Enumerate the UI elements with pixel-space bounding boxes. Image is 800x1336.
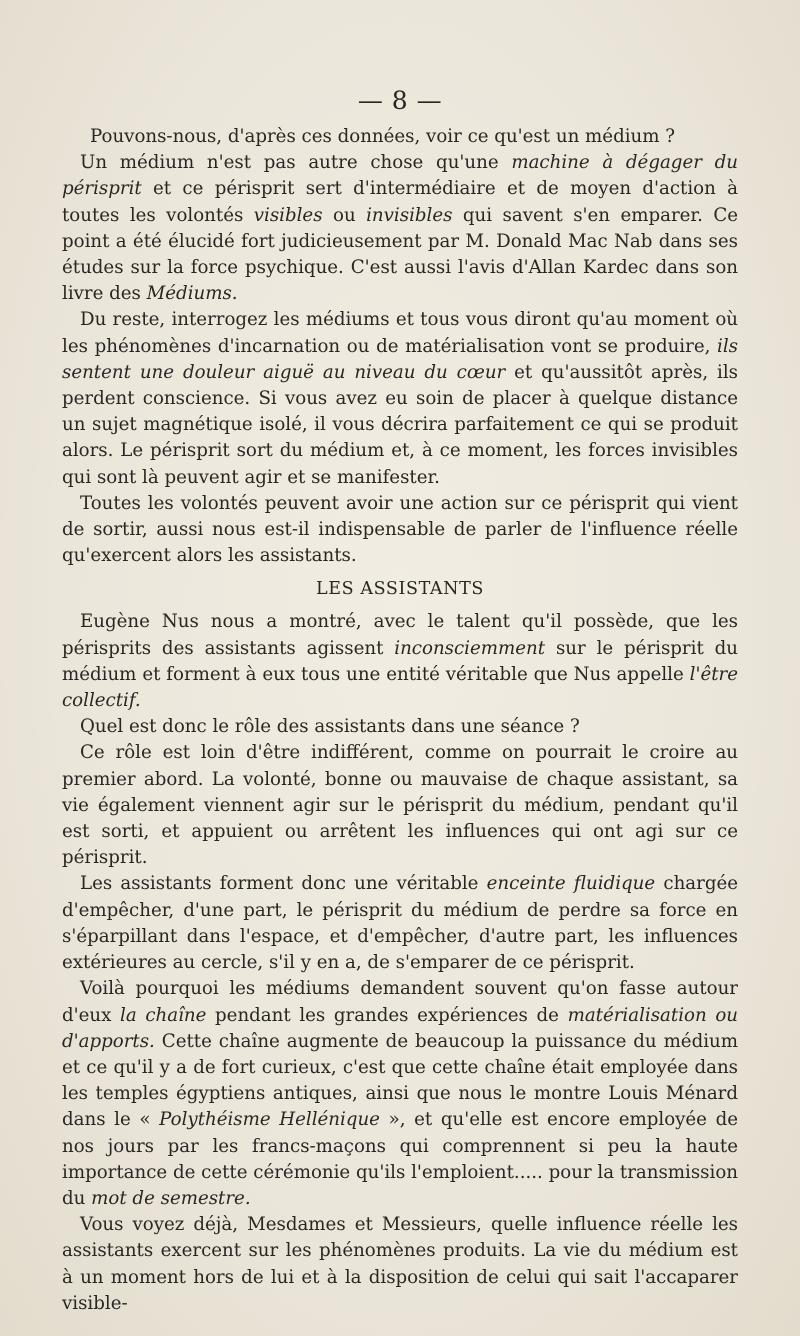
text-run: pendant les grandes expériences de: [206, 1004, 568, 1026]
italic-text: inconsciemment: [394, 637, 546, 659]
text-run: Un médium n'est pas autre chose qu'une: [80, 152, 512, 174]
italic-text: machine à dégager du périsprit: [62, 152, 738, 200]
text-run: Pouvons-nous, d'après ces données, voir ce qu'est un médium ?: [90, 126, 676, 147]
italic-text: ils sentent une douleur aiguë au niveau du cœur: [62, 335, 738, 383]
paragraphs-before-heading: [62, 124, 738, 569]
paragraph: [62, 307, 738, 490]
paragraph: [62, 609, 738, 714]
text-run: Du reste, interrogez les médiums et tous vous diront qu'au moment où les phénomènes d'incarnation ou de matérialisation vont se produire,: [62, 309, 738, 357]
paragraph: [62, 1212, 738, 1317]
paragraph: [62, 124, 738, 150]
paragraph: [62, 491, 738, 570]
paragraph: [62, 976, 738, 1212]
text-run: et qu'aussitôt après, ils perdent conscience. Si vous avez eu soin de placer à quelque distance un sujet magnétique isolé, il vous décrira parfaitement ce qui se produit alors. Le périsprit sort du médium et, à ce moment, les forces invisibles qui sont là peuvent agir et se manifester.: [62, 361, 738, 488]
text-run: chargée d'empêcher, d'une part, le périsprit du médium de perdre sa force en s'éparpillant dans l'espace, et d'empêcher, d'autre part, les influences extérieures au cercle, s'il y en a, de s'emparer de ce périsprit.: [62, 873, 738, 974]
paragraph: [62, 150, 738, 307]
italic-text: mot de semestre.: [91, 1187, 251, 1209]
paragraphs-after-heading: [62, 609, 738, 1316]
paragraph: [62, 714, 738, 740]
text-run: Toutes les volontés peuvent avoir une action sur ce périsprit qui vient de sortir, aussi nous est-il indispensable de parler de l'influence réelle qu'exercent alors les assistants.: [62, 492, 738, 567]
italic-text: matérialisation ou d'apports.: [62, 1004, 739, 1052]
text-run: qui savent s'en emparer. Ce point a été élucidé fort judicieusement par M. Donald Mac Nab dans ses études sur la force psychique. C'est aussi l'avis d'Allan Kardec dans son livre des: [62, 204, 738, 305]
text-run: Quel est donc le rôle des assistants dans une séance ?: [80, 716, 580, 738]
italic-text: invisibles: [366, 204, 453, 226]
paragraph: [62, 871, 738, 976]
italic-text: enceinte fluidique: [486, 873, 656, 895]
italic-text: visibles: [253, 204, 323, 226]
text-run: Eugène Nus nous a montré, avec le talent qu'il possède, que les périsprits des assistants agissent: [62, 611, 738, 659]
text-run: Les assistants forment donc une véritable: [80, 873, 487, 895]
text-run: sur le périsprit du médium et forment à eux tous une entité véritable que Nus appelle: [62, 637, 738, 685]
text-run: et ce périsprit sert d'intermédiaire et de moyen d'action à toutes les volontés: [62, 178, 738, 226]
paragraph: [62, 740, 738, 871]
italic-text: Médiums.: [146, 283, 238, 305]
text-run: ou: [322, 204, 367, 226]
body-text: [62, 124, 738, 1317]
text-run: Voilà pourquoi les médiums demandent souvent qu'on fasse autour d'eux: [62, 978, 738, 1026]
text-run: Vous voyez déjà, Mesdames et Messieurs, quelle influence réelle les assistants exercent sur les phénomènes produits. La vie du médium est à un moment hors de lui et à la disposition de celui qui sait l'accaparer visible-: [62, 1214, 738, 1314]
section-heading: LES ASSISTANTS: [316, 579, 484, 600]
italic-text: la chaîne: [120, 1004, 207, 1026]
italic-text: l'être collectif.: [62, 663, 738, 712]
italic-text: Polythéisme Hellénique: [159, 1109, 380, 1131]
page-number: — 8 —: [357, 86, 443, 115]
text-run: », et qu'elle est encore employée de nos jours par les francs-maçons qui comprennent si peu la haute importance de cette cérémonie qu'ils l'emploient..... pour la transmission du: [62, 1109, 738, 1209]
text-run: Cette chaîne augmente de beaucoup la puissance du médium et ce qu'il y a de fort curieux, c'est que cette chaîne était employée dans les temples égyptiens antiques, ainsi que nous le montre Louis Ménard dans le «: [62, 1030, 738, 1131]
text-run: Ce rôle est loin d'être indifférent, comme on pourrait le croire au premier abord. La volonté, bonne ou mauvaise de chaque assistant, sa vie également viennent agir sur le périsprit du médium, pendant qu'il est sorti, et appuient ou arrêtent les influences qui ont agi sur ce périsprit.: [62, 742, 738, 869]
